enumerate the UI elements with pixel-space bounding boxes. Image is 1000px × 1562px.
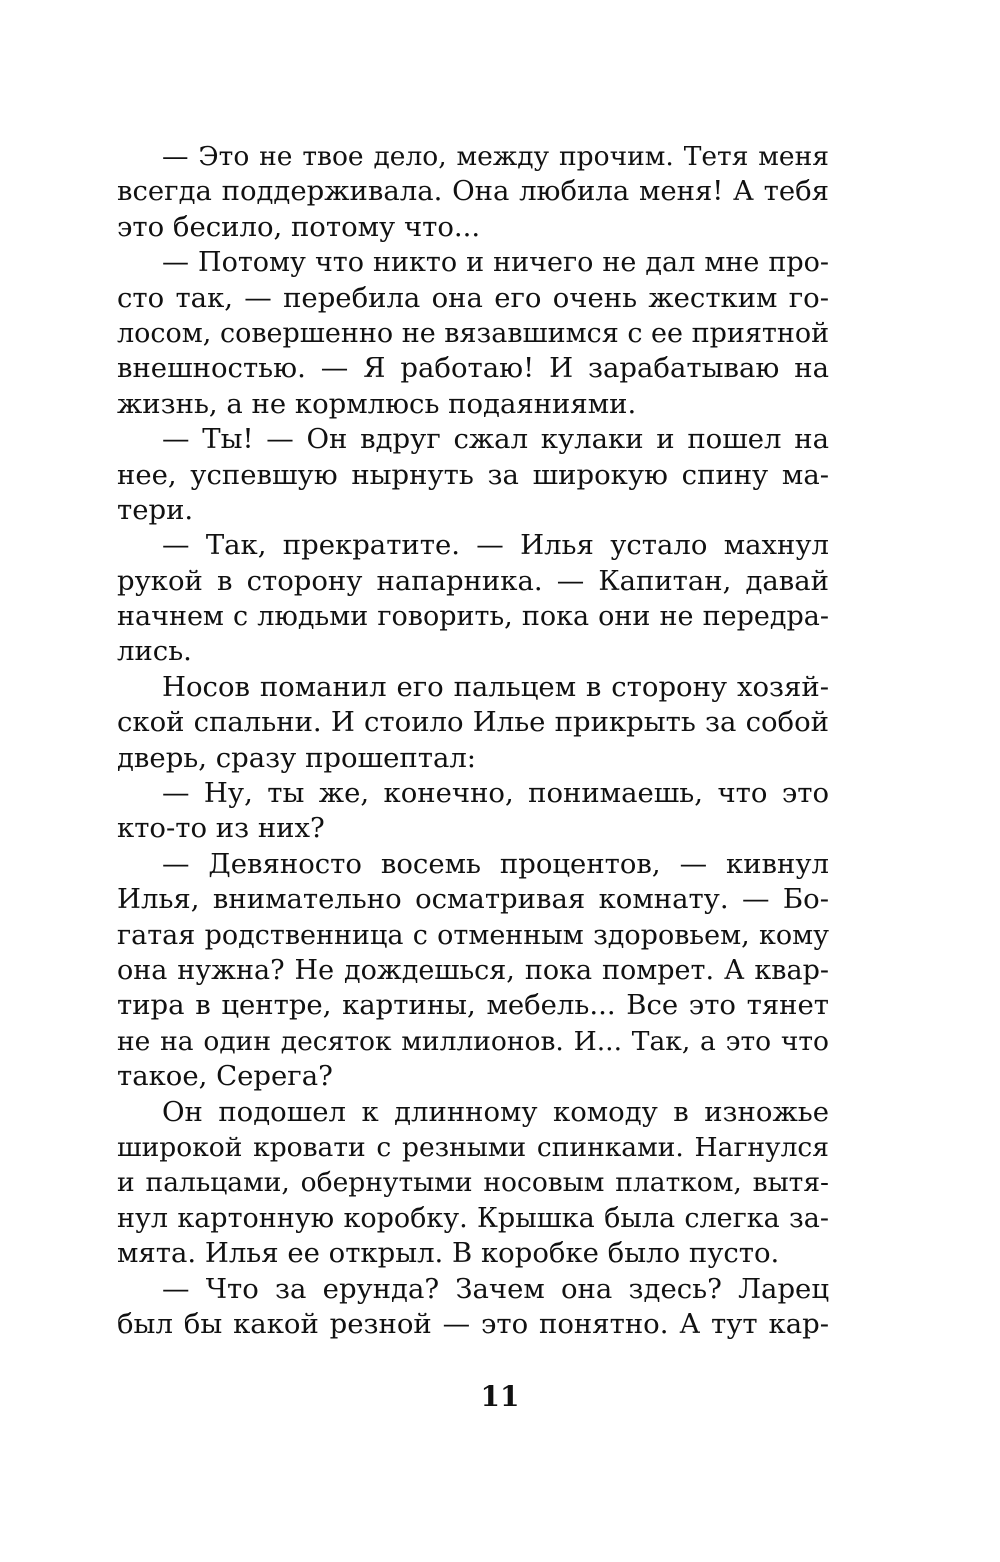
text-line: дверь, сразу прошептал: — [117, 741, 477, 774]
text-line: — Ты! — Он вдруг сжал кулаки и пошел на — [162, 423, 829, 456]
body-text — [117, 139, 829, 1342]
text-line: и пальцами, обернутыми носовым платком, вытя- — [117, 1167, 829, 1199]
text-line: кто-то из них? — [117, 812, 325, 845]
text-line: был бы какой резной — это понятно. А тут кар- — [117, 1307, 829, 1340]
text-line: жизнь, а не кормлюсь подаяниями. — [117, 387, 637, 420]
text-line: всегда поддерживала. Она любила меня! А тебя — [117, 175, 829, 208]
text-line: тира в центре, картины, мебель... Все это тянет — [117, 989, 829, 1022]
text-line: — Это не твое дело, между прочим. Тетя меня — [162, 141, 829, 172]
text-line: рукой в сторону напарника. — Капитан, давай — [117, 564, 829, 597]
text-line: нул картонную коробку. Крышка была слегка за- — [117, 1202, 829, 1234]
text-line: мята. Илья ее открыл. В коробке было пусто. — [117, 1237, 780, 1270]
text-line: нее, успевшую нырнуть за широкую спину ма- — [117, 458, 829, 491]
text-line: начнем с людьми говорить, пока они не передра- — [117, 601, 829, 633]
text-line: она нужна? Не дождешься, пока помрет. А квар- — [117, 954, 829, 986]
text-line: внешностью. — Я работаю! И зарабатываю на — [117, 352, 829, 385]
text-line: ской спальни. И стоило Илье прикрыть за собой — [117, 706, 829, 739]
text-line: — Потому что никто и ничего не дал мне про- — [162, 247, 829, 279]
text-line: лись. — [117, 635, 192, 668]
text-line: — Девяносто восемь процентов, — кивнул — [162, 847, 829, 880]
text-line: Илья, внимательно осматривая комнату. — Бо- — [117, 883, 829, 916]
page-number: 11 — [480, 1380, 520, 1413]
text-line: — Так, прекратите. — Илья устало махнул — [162, 529, 829, 562]
text-line: — Ну, ты же, конечно, понимаешь, что это — [162, 777, 829, 810]
text-line: Носов поманил его пальцем в сторону хозяй- — [162, 670, 829, 703]
text-line: не на один десяток миллионов. И... Так, а это что — [117, 1025, 829, 1057]
text-line: тери. — [117, 493, 194, 526]
text-line: гатая родственница с отменным здоровьем, кому — [117, 919, 829, 951]
text-line: лосом, совершенно не вязавшимся с ее приятной — [117, 317, 830, 349]
text-line: такое, Серега? — [117, 1060, 333, 1093]
text-line: широкой кровати с резными спинками. Нагнулся — [117, 1131, 829, 1163]
text-line: — Что за ерунда? Зачем она здесь? Ларец — [162, 1272, 829, 1305]
text-line: сто так, — перебила она его очень жестким го- — [117, 281, 829, 314]
text-line: Он подошел к длинному комоду в изножье — [162, 1095, 829, 1128]
text-line: это бесило, потому что... — [117, 210, 481, 243]
